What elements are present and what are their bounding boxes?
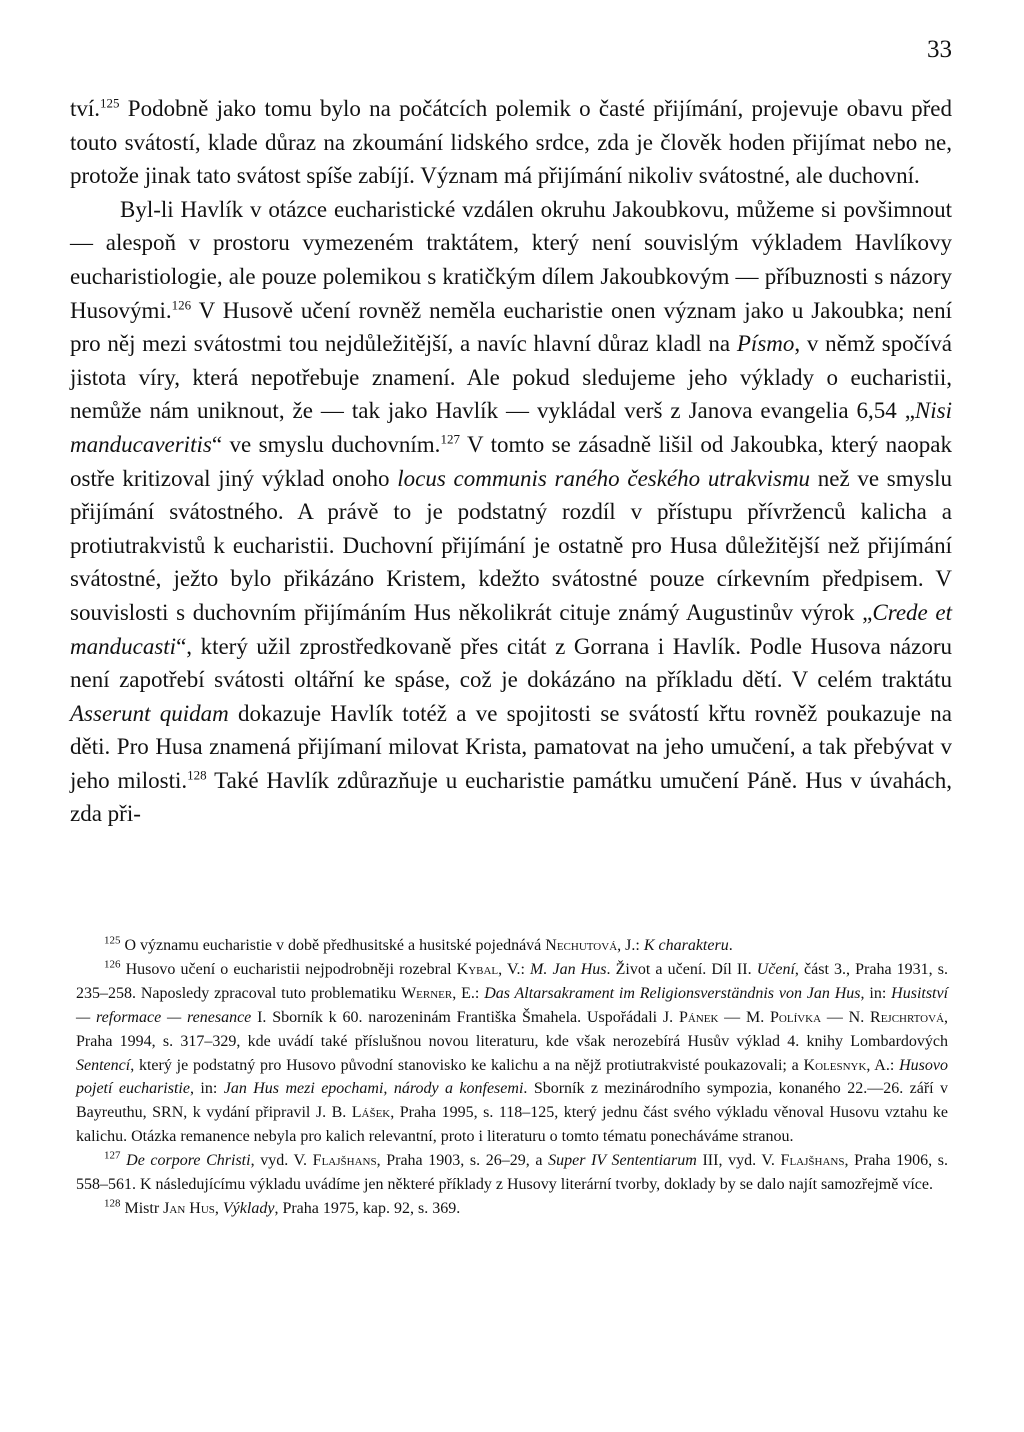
author-name: Kybal — [456, 960, 499, 978]
italic-term: locus communis raného českého utrakvismu — [397, 465, 811, 491]
footnote-127 — [76, 1149, 948, 1197]
paragraph-2 — [70, 193, 952, 831]
text-run: , E.: — [452, 984, 485, 1002]
footnote-ref-125: 125 — [100, 95, 120, 111]
author-name: Werner — [401, 984, 453, 1002]
italic-title: K charakteru — [643, 937, 729, 954]
text-run: , A.: — [866, 1056, 900, 1074]
footnote-ref-127: 127 — [440, 431, 460, 447]
text-run: tví. — [70, 96, 101, 121]
text-run: , vyd. V. — [250, 1152, 313, 1170]
text-run: O významu eucharistie v době předhusitské a husitské pojednává — [120, 937, 546, 954]
italic-title: Super IV Sententiarum — [548, 1152, 697, 1170]
text-run: , J.: — [617, 937, 644, 954]
text-run: , Praha 1906, s. 558–561. K následujícímu výkladu uvádíme jen některé příklady z Husovy literární tvorby, doklady by se dalo najít samozřejmě více. — [76, 1152, 949, 1194]
footnote-ref-126: 126 — [171, 296, 192, 312]
text-run: V Husově učení rovněž neměla eucharistie onen význam jako u Jakoubka; není pro něj mezi svátostmi tou nejdůležitější, a navíc hlavní důraz kladl na — [70, 297, 952, 357]
text-run: , Praha 1995, s. 118–125, který jednu část svého výkladu věnoval Husovu vztahu ke kalichu. Otázka remanence nebyla pro kalich relevantní, proto i literaturu o tomto tématu ponecháváme stranou. — [76, 1104, 948, 1146]
text-run: Podobně jako tomu bylo na počátcích polemik o časté přijímání, projevuje obavu před touto svátostí, klade důraz na zkoumání lidského srdce, zda je člověk hoden přijímat nebo ne, protože jinak tato svátost spíše zabíjí. Význam má přijímání nikoliv svátostné, ale duchovní. — [70, 96, 952, 189]
italic-title: Výklady — [222, 1199, 275, 1217]
main-body-text — [70, 92, 952, 831]
footnote-number: 127 — [104, 1149, 121, 1162]
italic-term: Crede et manducasti — [70, 599, 952, 659]
text-run: . Život a učení. Díl II. — [606, 960, 757, 978]
text-run: I. Sborník k 60. narozeninám Františka Šmahela. Uspořádali J. — [251, 1008, 679, 1026]
text-run: , v němž spočívá jistota víry, která nepotřebuje znamení. Ale pokud sledujeme jeho výklady o eucharistii, nemůže nám uniknout, že — tak jako Havlík — vykládal verš z Janova evangelia 6,54 „ — [70, 331, 952, 424]
italic-title: Das Altarsakrament im Religionsverständnis von Jan Hus — [484, 984, 861, 1002]
footnote-128 — [76, 1197, 948, 1221]
author-name: Rejchrtová — [870, 1008, 945, 1026]
text-run: , Praha 1975, kap. 92, s. 369. — [274, 1199, 461, 1217]
text-run: “, který užil zprostředkovaně přes citát z Gorrana i Havlík. Podle Husova názoru není zapotřebí svátosti oltářní ke spáse, což je dokázáno na příkladu dětí. V celém traktátu — [70, 633, 952, 693]
text-run: než ve smyslu přijímání svátostného. A právě to je podstatný rozdíl v přístupu přívrženců kalicha a protiutrakvistů k eucharistii. Duchovní přijímání je ostatně pro Husa důležitější než přijímání svátostné, ježto bylo přikázáno Kristem, kdežto svátostné pouze církevním předpisem. V souvislosti s duchovním přijímáním Hus několikrát cituje známý Augustinův výrok „ — [70, 465, 952, 625]
italic-title: Jan Hus mezi epochami, národy a konfesemi — [223, 1080, 524, 1098]
italic-title: De corpore Christi — [126, 1152, 251, 1170]
text-run: , Praha 1994, s. 317–329, kde uvádí také příslušnou novou literaturu, kde však nerozebírá Husův výklad 4. knihy Lombardových — [76, 1008, 949, 1050]
text-run: Byl-li Havlík v otázce eucharistické vzdálen okruhu Jakoubkovu, můžeme si povšimnout — alespoň v prostoru vymezeném traktátem, který není souvislým výkladem Havlíkovy eucharistiologie, ale pouze polemikou s kratičkým dílem Jakoubkovým — příbuznosti s názory Husovými. — [70, 196, 952, 323]
paragraph-1 — [70, 92, 952, 193]
footnote-number: 125 — [104, 934, 121, 947]
author-name: Pánek — [678, 1008, 719, 1026]
author-name: Polívka — [770, 1008, 822, 1026]
italic-title: Sentencí — [76, 1056, 131, 1074]
footnotes-section — [76, 934, 948, 1221]
text-run: , Praha 1903, s. 26–29, a — [376, 1152, 549, 1170]
author-name: Nechutová — [545, 937, 618, 954]
author-name: Jan Hus — [163, 1199, 215, 1217]
text-run: , V.: — [498, 960, 531, 978]
text-run: , který je podstatný pro Husovo původní stanovisko ke kalichu a na nějž protiutrakvisté poukazovali; a — [130, 1056, 804, 1074]
text-run: , — [214, 1199, 223, 1217]
author-name: Lášek — [351, 1104, 391, 1122]
text-run: , in: — [189, 1080, 224, 1098]
footnote-ref-128: 128 — [187, 767, 207, 783]
text-run: . Sborník z mezinárodního sympozia, konaného 22.—26. září v Bayreuthu, SRN, k vydání připravil J. B. — [76, 1080, 949, 1122]
footnote-number: 126 — [104, 958, 121, 971]
text-run: Také Havlík zdůrazňuje u eucharistie památku umučení Páně. Hus v úvahách, zda při- — [70, 767, 952, 827]
text-run: , in: — [860, 984, 892, 1002]
text-run: — M. — [718, 1008, 771, 1026]
italic-term: Nisi manducaveritis — [70, 398, 952, 457]
footnote-number: 128 — [104, 1197, 121, 1210]
author-name: Flajšhans — [780, 1152, 845, 1170]
text-run: . — [728, 937, 733, 954]
footnote-126 — [76, 958, 948, 1149]
italic-title: Husitství — reformace — renesance — [76, 984, 949, 1026]
italic-title: Husovo pojetí eucharistie — [76, 1056, 948, 1098]
text-run: III, vyd. V. — [696, 1152, 781, 1170]
footnote-125 — [76, 934, 948, 958]
text-run: Mistr — [120, 1199, 164, 1217]
author-name: Flajšhans — [312, 1152, 377, 1170]
italic-title: M. Jan Hus — [530, 960, 607, 978]
text-run: — N. — [821, 1008, 871, 1026]
text-run: dokazuje Havlík totéž a ve spojitosti se svátostí křtu rovněž poukazuje na děti. Pro Husa znamená přijímaní milovat Krista, pamatovat na jeho umučení, a tak přebývat v jeho milosti. — [70, 700, 952, 793]
italic-term: Asserunt quidam — [70, 700, 229, 726]
text-run: “ ve smyslu duchovním. — [211, 431, 441, 457]
italic-term: Písmo — [736, 331, 795, 357]
text-run: Husovo učení o eucharistii nejpodrobněji rozebral — [120, 960, 457, 978]
author-name: Kolesnyk — [803, 1056, 867, 1074]
italic-title: Učení — [756, 960, 795, 978]
text-run: , část 3., Praha 1931, s. 235–258. Naposledy zpracoval tuto problematiku — [76, 960, 949, 1002]
text-run: V tomto se zásadně lišil od Jakoubka, který naopak ostře kritizoval jiný výklad onoho — [70, 431, 952, 491]
page-number: 33 — [927, 36, 952, 63]
